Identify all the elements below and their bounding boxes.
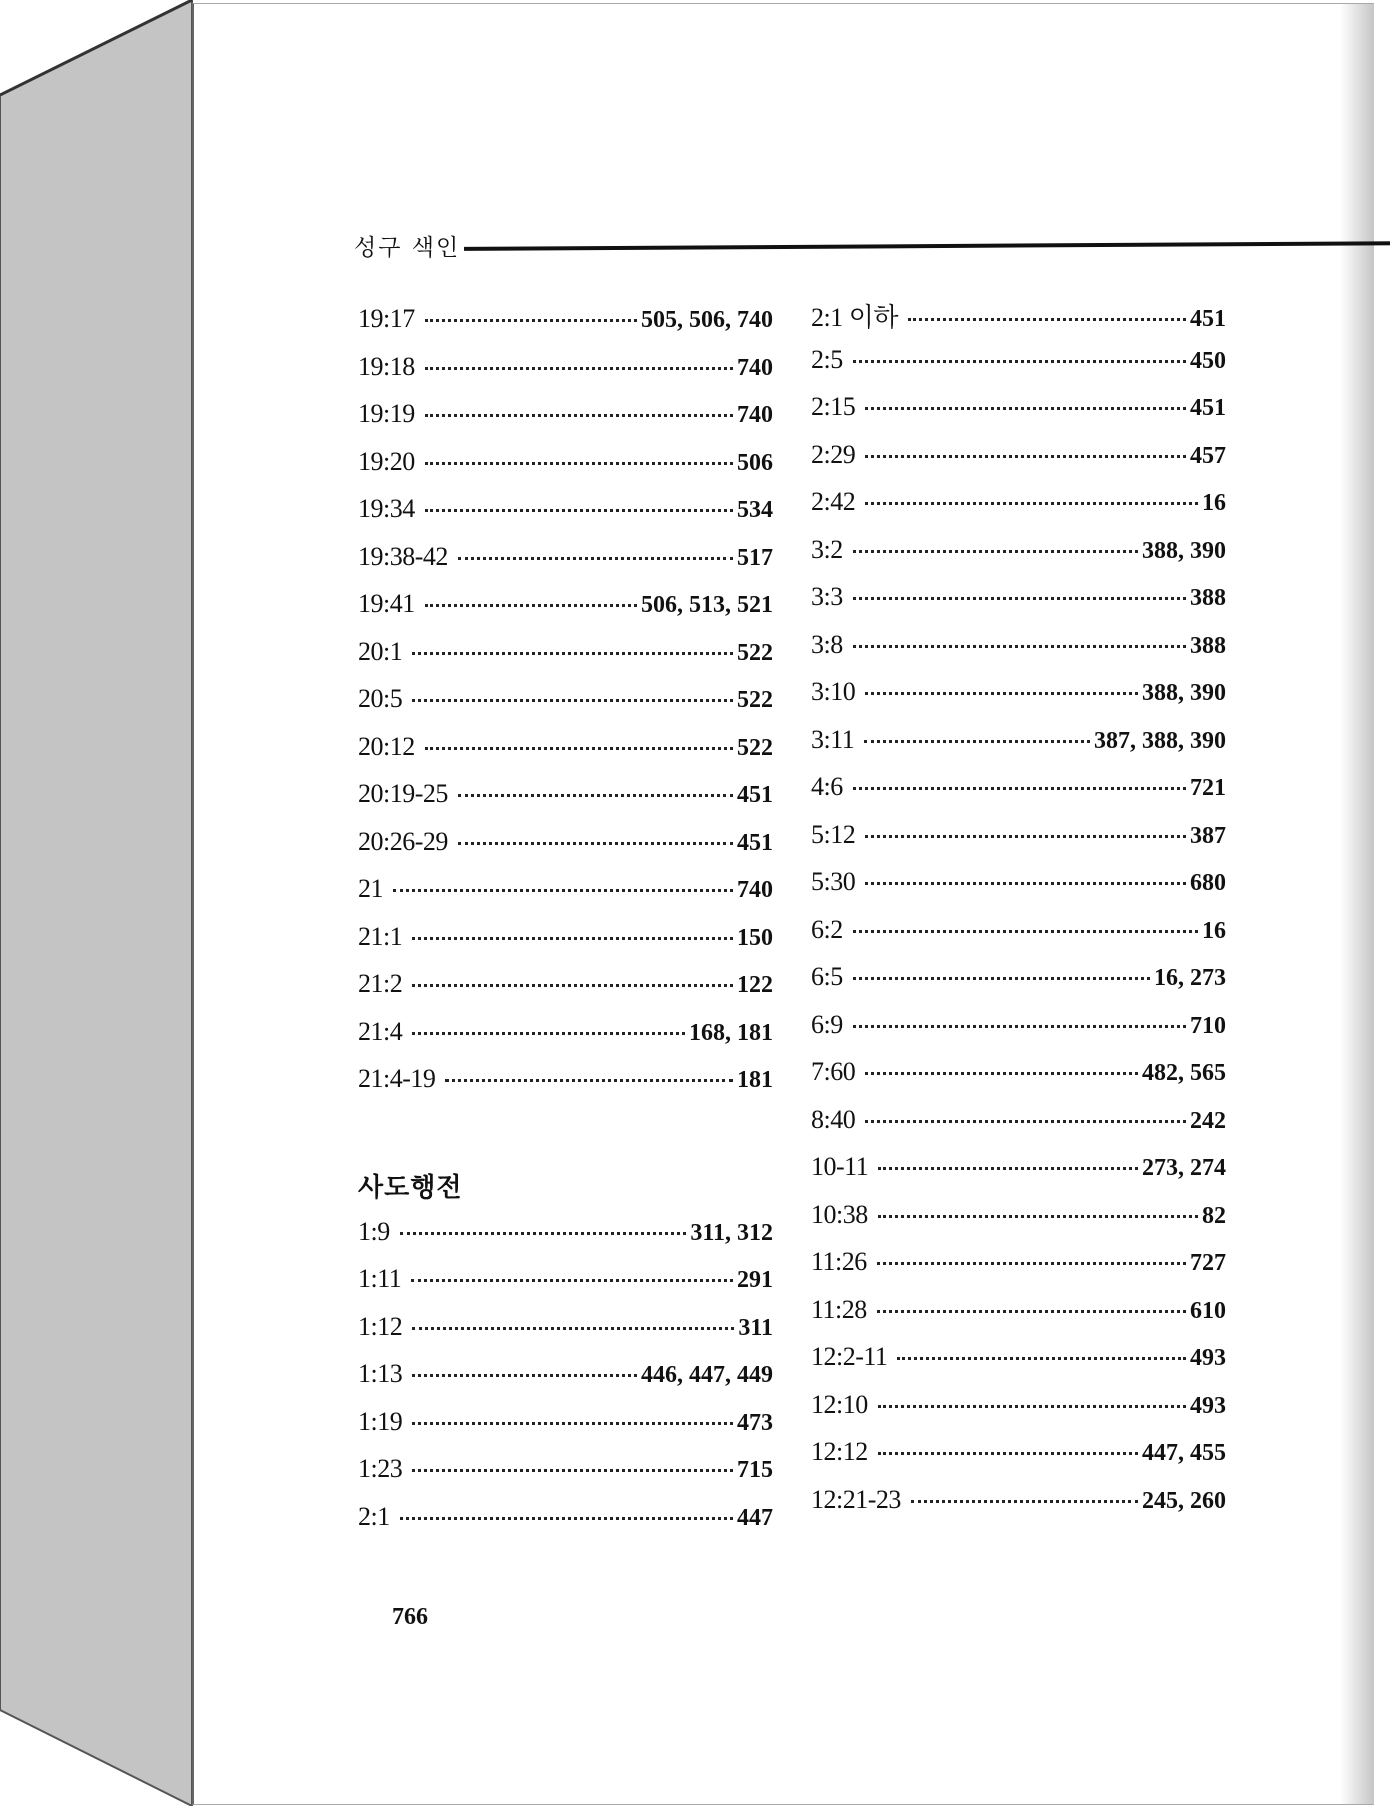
index-entry	[811, 392, 1226, 440]
verse-reference: 12:12	[811, 1437, 868, 1466]
verse-reference: 2:42	[811, 487, 856, 516]
index-entry	[811, 1010, 1226, 1058]
page-references: 493	[1190, 1392, 1226, 1419]
index-entry	[358, 1064, 773, 1112]
dot-leader	[425, 318, 637, 322]
index-entry	[811, 1200, 1226, 1248]
index-entry	[811, 345, 1226, 393]
verse-reference: 12:10	[811, 1389, 868, 1419]
verse-reference: 11:28	[811, 1294, 867, 1324]
dot-leader	[853, 786, 1186, 790]
page-references: 482, 565	[1142, 1060, 1226, 1086]
page-references: 450	[1190, 347, 1226, 374]
dot-leader	[853, 929, 1198, 933]
dot-leader	[412, 651, 733, 655]
index-entry	[358, 1264, 773, 1312]
verse-reference: 1:23	[358, 1454, 403, 1483]
page-references: 82	[1202, 1202, 1226, 1229]
dot-leader	[865, 501, 1198, 505]
page-references: 451	[1190, 395, 1226, 421]
index-entry	[358, 542, 773, 590]
dot-leader	[412, 698, 733, 702]
verse-reference: 20:26-29	[358, 826, 448, 856]
dot-leader	[853, 644, 1186, 648]
index-entry	[358, 1312, 773, 1360]
page-references: 245, 260	[1142, 1487, 1226, 1514]
book-page	[192, 3, 1374, 1805]
page-number: 766	[392, 1604, 428, 1630]
page-references: 506	[737, 449, 773, 476]
page-references: 715	[737, 1457, 773, 1483]
verse-reference: 6:5	[811, 962, 843, 991]
index-entry	[811, 725, 1226, 773]
page-references: 387	[1190, 822, 1226, 849]
verse-reference: 1:11	[358, 1264, 402, 1293]
left-entries	[358, 304, 773, 1112]
verse-reference: 6:2	[811, 914, 843, 944]
index-entry	[811, 1437, 1226, 1485]
index-entry	[811, 1105, 1226, 1153]
verse-reference: 1:13	[358, 1359, 403, 1388]
verse-reference: 8:40	[811, 1104, 856, 1134]
dot-leader	[412, 1031, 685, 1035]
page-references: 388, 390	[1142, 680, 1226, 706]
dot-leader	[911, 1499, 1138, 1503]
verse-reference: 5:12	[811, 819, 856, 849]
verse-reference: 3:3	[811, 582, 843, 611]
verse-reference: 2:15	[811, 392, 856, 421]
verse-reference: 21:4-19	[358, 1064, 436, 1093]
dot-leader	[853, 596, 1186, 600]
verse-reference: 2:5	[811, 344, 843, 374]
index-entry	[358, 1454, 773, 1502]
verse-reference: 20:5	[358, 684, 403, 713]
page-references: 122	[737, 972, 773, 998]
dot-leader	[425, 746, 733, 750]
page-references: 447, 455	[1142, 1440, 1226, 1466]
page-references: 522	[737, 734, 773, 761]
dot-leader	[412, 1421, 733, 1425]
dot-leader	[877, 1309, 1186, 1313]
dot-leader	[865, 454, 1186, 458]
verse-reference: 10-11	[811, 1152, 869, 1181]
verse-reference: 21:1	[358, 921, 403, 951]
page-references: 16	[1202, 490, 1226, 516]
index-entry	[811, 1485, 1226, 1533]
index-column-left	[358, 304, 773, 1549]
index-entry	[811, 1057, 1226, 1105]
page-references: 710	[1190, 1012, 1226, 1039]
header-title: 성구 색인	[354, 235, 461, 261]
dot-leader	[400, 1516, 733, 1520]
dot-leader	[458, 556, 733, 560]
verse-reference: 19:19	[358, 399, 415, 428]
index-entry	[811, 867, 1226, 915]
page-references: 740	[737, 354, 773, 381]
page-references: 506, 513, 521	[641, 592, 773, 618]
page-references: 522	[737, 639, 773, 666]
verse-reference: 20:19-25	[358, 779, 448, 808]
dot-leader	[853, 976, 1150, 980]
verse-reference: 1:19	[358, 1406, 403, 1436]
dot-leader	[865, 1119, 1186, 1123]
dot-leader	[878, 1404, 1186, 1408]
page-references: 473	[737, 1409, 773, 1436]
index-entry	[358, 779, 773, 827]
page-references: 517	[737, 544, 773, 571]
right-entries	[811, 297, 1226, 1532]
index-entry	[358, 1407, 773, 1455]
page-references: 388	[1190, 585, 1226, 611]
index-entry	[811, 915, 1226, 963]
verse-reference: 12:2-11	[811, 1342, 888, 1371]
dot-leader	[425, 413, 733, 417]
dot-leader	[445, 1078, 733, 1082]
verse-reference: 2:1	[358, 1501, 390, 1531]
verse-reference: 20:1	[358, 636, 403, 666]
verse-reference: 3:11	[811, 724, 855, 754]
dot-leader	[865, 1071, 1138, 1075]
index-entry	[358, 684, 773, 732]
index-entry	[811, 1247, 1226, 1295]
index-entry	[358, 304, 773, 352]
section-title-acts: 사도행전	[358, 1172, 463, 1203]
page-references: 457	[1190, 442, 1226, 469]
dot-leader	[878, 1166, 1138, 1170]
verse-reference: 12:21-23	[811, 1484, 901, 1514]
verse-reference: 19:41	[358, 589, 415, 618]
verse-reference: 5:30	[811, 867, 856, 896]
dot-leader	[897, 1356, 1186, 1360]
index-entry	[811, 1342, 1226, 1390]
page-references: 388	[1190, 632, 1226, 659]
dot-leader	[425, 508, 733, 512]
page-references: 181	[737, 1067, 773, 1093]
page-references: 291	[737, 1267, 773, 1293]
dot-leader	[393, 888, 733, 892]
index-entry	[811, 535, 1226, 583]
index-column-right	[811, 297, 1226, 1532]
dot-leader	[425, 366, 733, 370]
dot-leader	[412, 1373, 637, 1377]
dot-leader	[400, 1231, 687, 1235]
page-references: 505, 506, 740	[641, 307, 773, 333]
acts-entries	[358, 1217, 773, 1550]
verse-reference: 7:60	[811, 1057, 856, 1086]
index-entry	[358, 589, 773, 637]
index-entry	[811, 582, 1226, 630]
running-header	[354, 229, 1390, 262]
dot-leader	[878, 1451, 1138, 1455]
page-references: 388, 390	[1142, 537, 1226, 564]
verse-reference: 2:29	[811, 439, 856, 469]
index-entry	[358, 1502, 773, 1550]
dot-leader	[908, 317, 1186, 321]
page-references: 242	[1190, 1107, 1226, 1134]
verse-reference: 3:8	[811, 629, 843, 659]
page-references: 150	[737, 924, 773, 951]
dot-leader	[412, 1468, 733, 1472]
page-edge-shadow	[1340, 4, 1374, 1804]
page-references: 311	[738, 1314, 773, 1341]
verse-reference: 4:6	[811, 772, 843, 801]
verse-reference: 11:26	[811, 1247, 867, 1276]
book-spine	[0, 0, 200, 1806]
page-references: 740	[737, 402, 773, 428]
index-entry	[811, 630, 1226, 678]
index-entry	[358, 1217, 773, 1265]
index-entry	[358, 352, 773, 400]
index-entry	[811, 962, 1226, 1010]
index-entry	[811, 1152, 1226, 1200]
index-entry	[358, 732, 773, 780]
index-entry	[358, 922, 773, 970]
verse-reference: 2:1 이하	[811, 303, 898, 332]
dot-leader	[412, 1326, 734, 1330]
index-entry	[358, 874, 773, 922]
index-entry	[358, 447, 773, 495]
dot-leader	[458, 841, 733, 845]
index-entry	[358, 494, 773, 542]
dot-leader	[425, 461, 733, 465]
verse-reference: 10:38	[811, 1199, 868, 1229]
page-references: 446, 447, 449	[641, 1362, 773, 1388]
dot-leader	[411, 1278, 733, 1282]
page-references: 451	[737, 782, 773, 808]
index-entry	[811, 820, 1226, 868]
page-references: 273, 274	[1142, 1155, 1226, 1181]
index-entry	[358, 969, 773, 1017]
verse-reference: 19:17	[358, 304, 415, 333]
index-entry	[811, 677, 1226, 725]
dot-leader	[853, 1024, 1186, 1028]
dot-leader	[853, 549, 1138, 553]
page-references: 522	[737, 687, 773, 713]
verse-reference: 3:10	[811, 677, 856, 706]
verse-reference: 21:2	[358, 969, 403, 998]
index-entry	[811, 440, 1226, 488]
index-entry	[811, 1295, 1226, 1343]
page-references: 721	[1190, 775, 1226, 801]
page-references: 727	[1190, 1250, 1226, 1276]
page-references: 610	[1190, 1297, 1226, 1324]
page-references: 451	[1190, 306, 1226, 332]
dot-leader	[865, 881, 1186, 885]
page-references: 740	[737, 877, 773, 903]
index-entry	[811, 1390, 1226, 1438]
page-references: 534	[737, 497, 773, 523]
index-entry	[358, 827, 773, 875]
verse-reference: 3:2	[811, 534, 843, 564]
verse-reference: 19:34	[358, 494, 415, 523]
verse-reference: 19:20	[358, 446, 415, 476]
page-references: 168, 181	[689, 1019, 773, 1046]
dot-leader	[412, 936, 733, 940]
page-references: 16, 273	[1154, 965, 1226, 991]
index-entry	[358, 637, 773, 685]
page-references: 680	[1190, 870, 1226, 896]
verse-reference: 21:4	[358, 1016, 403, 1046]
dot-leader	[412, 983, 733, 987]
dot-leader	[864, 739, 1090, 743]
verse-reference: 6:9	[811, 1009, 843, 1039]
page-references: 447	[737, 1504, 773, 1531]
verse-reference: 19:18	[358, 351, 415, 381]
dot-leader	[865, 834, 1186, 838]
page-references: 451	[737, 829, 773, 856]
page-references: 311, 312	[690, 1219, 773, 1246]
dot-leader	[425, 603, 637, 607]
index-entry	[811, 297, 1226, 345]
verse-reference: 19:38-42	[358, 541, 448, 571]
header-rule	[464, 241, 1390, 251]
verse-reference: 1:9	[358, 1216, 390, 1246]
verse-reference: 1:12	[358, 1311, 403, 1341]
verse-reference: 21	[358, 874, 383, 903]
index-entry	[358, 399, 773, 447]
verse-reference: 20:12	[358, 731, 415, 761]
page-references: 16	[1202, 917, 1226, 944]
dot-leader	[865, 691, 1138, 695]
section-gap	[358, 1112, 773, 1167]
dot-leader	[853, 359, 1186, 363]
index-entry	[358, 1359, 773, 1407]
dot-leader	[458, 793, 733, 797]
index-entry	[358, 1017, 773, 1065]
page-references: 493	[1190, 1345, 1226, 1371]
page-references: 387, 388, 390	[1094, 727, 1226, 754]
dot-leader	[877, 1261, 1186, 1265]
index-entry	[811, 487, 1226, 535]
dot-leader	[878, 1214, 1198, 1218]
dot-leader	[865, 406, 1186, 410]
index-entry	[811, 772, 1226, 820]
